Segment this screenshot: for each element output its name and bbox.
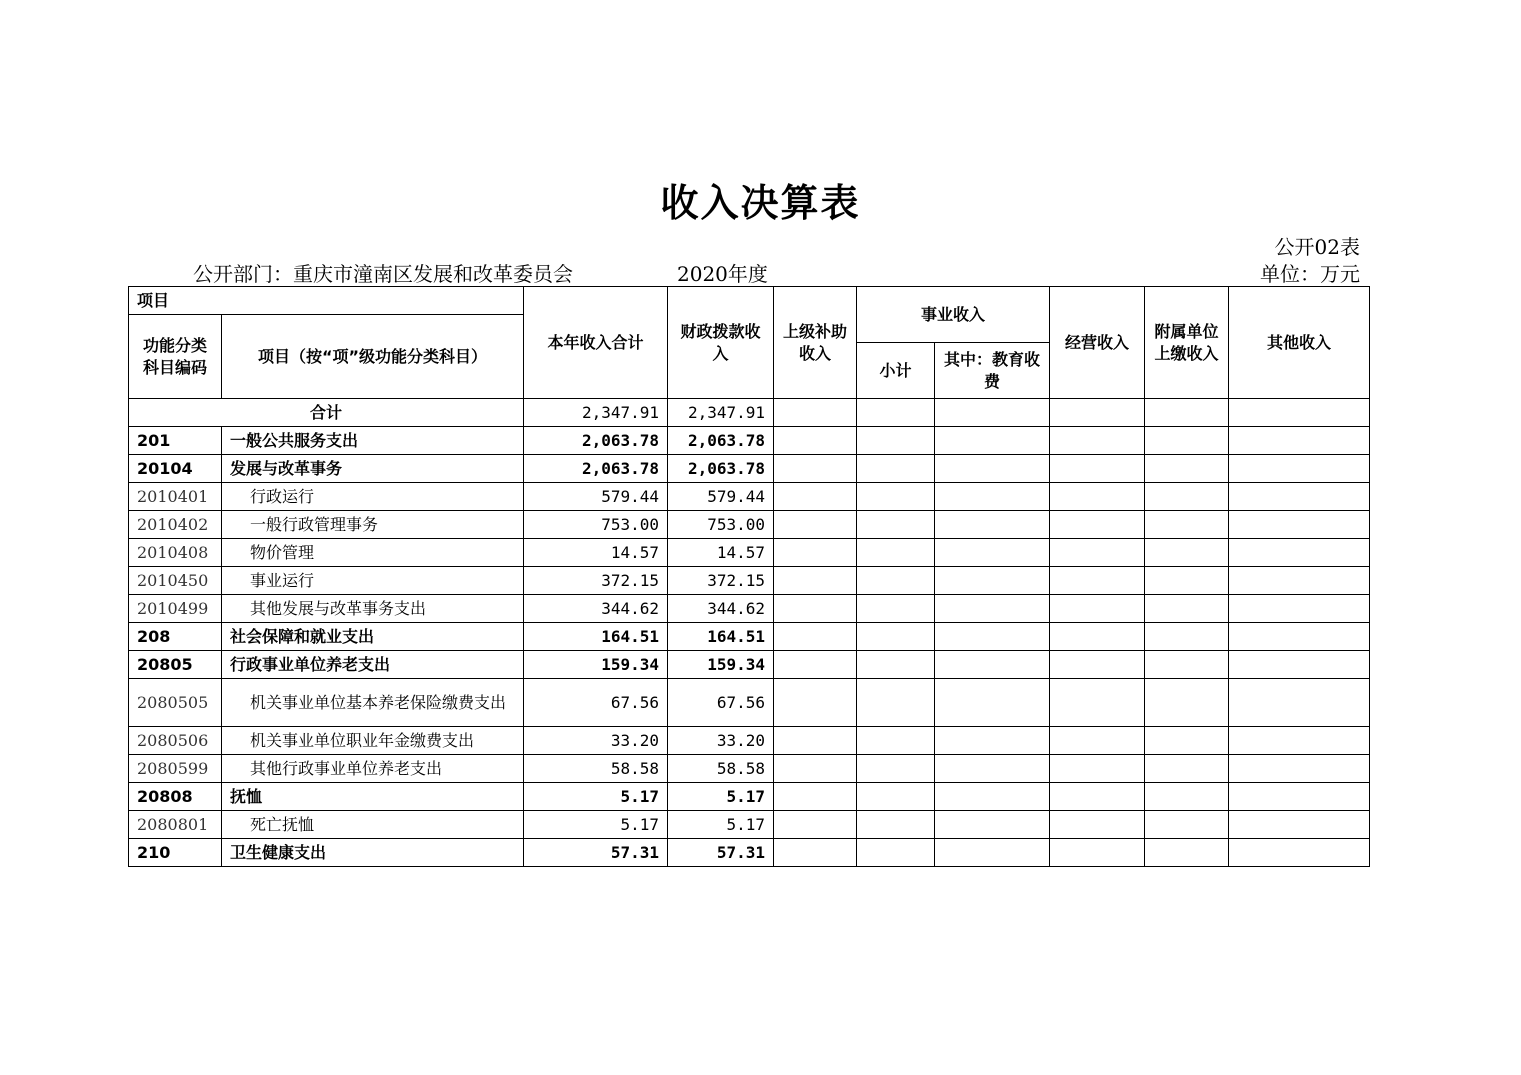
row-fiscal: 164.51 xyxy=(668,623,774,651)
table-row xyxy=(129,539,1370,567)
summary-fiscal: 2,347.91 xyxy=(668,399,774,427)
row-name: 死亡抚恤 xyxy=(222,811,524,839)
table-row xyxy=(129,623,1370,651)
row-fiscal: 33.20 xyxy=(668,727,774,755)
row-name: 一般公共服务支出 xyxy=(222,427,524,455)
row-code: 2010499 xyxy=(129,595,222,623)
row-code: 2080505 xyxy=(129,679,222,727)
row-total: 58.58 xyxy=(524,755,668,783)
header-career-subtotal: 小计 xyxy=(857,343,935,399)
row-name: 社会保障和就业支出 xyxy=(222,623,524,651)
row-name: 机关事业单位基本养老保险缴费支出 xyxy=(222,679,524,727)
row-name: 其他发展与改革事务支出 xyxy=(222,595,524,623)
row-fiscal: 159.34 xyxy=(668,651,774,679)
fiscal-year: 2020年度 xyxy=(677,262,768,286)
row-name: 物价管理 xyxy=(222,539,524,567)
table-row xyxy=(129,427,1370,455)
header-name: 项目（按“项”级功能分类科目） xyxy=(222,315,524,399)
row-code: 2010408 xyxy=(129,539,222,567)
row-name: 发展与改革事务 xyxy=(222,455,524,483)
row-fiscal: 67.56 xyxy=(668,679,774,727)
row-total: 159.34 xyxy=(524,651,668,679)
form-number: 公开02表 xyxy=(1274,235,1360,259)
row-code: 20805 xyxy=(129,651,222,679)
row-fiscal: 14.57 xyxy=(668,539,774,567)
row-total: 33.20 xyxy=(524,727,668,755)
row-fiscal: 579.44 xyxy=(668,483,774,511)
unit-label: 单位：万元 xyxy=(1260,262,1360,286)
table-row xyxy=(129,839,1370,867)
row-fiscal: 5.17 xyxy=(668,811,774,839)
summary-total: 2,347.91 xyxy=(524,399,668,427)
row-total: 67.56 xyxy=(524,679,668,727)
row-fiscal: 58.58 xyxy=(668,755,774,783)
header-fiscal: 财政拨款收入 xyxy=(668,287,774,399)
header-superior: 上级补助收入 xyxy=(774,287,857,399)
header-code: 功能分类科目编码 xyxy=(129,315,222,399)
row-name: 行政运行 xyxy=(222,483,524,511)
row-code: 20104 xyxy=(129,455,222,483)
row-name: 行政事业单位养老支出 xyxy=(222,651,524,679)
row-total: 5.17 xyxy=(524,811,668,839)
table-row xyxy=(129,455,1370,483)
table-row xyxy=(129,511,1370,539)
summary-row xyxy=(129,399,1370,427)
row-code: 2080599 xyxy=(129,755,222,783)
row-code: 2010402 xyxy=(129,511,222,539)
income-table xyxy=(128,286,1370,867)
header-item: 项目 xyxy=(129,287,524,315)
row-code: 20808 xyxy=(129,783,222,811)
table-row xyxy=(129,811,1370,839)
table-row xyxy=(129,567,1370,595)
row-total: 579.44 xyxy=(524,483,668,511)
header-other: 其他收入 xyxy=(1229,287,1370,399)
department-label: 公开部门：重庆市潼南区发展和改革委员会 xyxy=(193,262,573,286)
table-row xyxy=(129,651,1370,679)
row-total: 753.00 xyxy=(524,511,668,539)
row-code: 201 xyxy=(129,427,222,455)
row-total: 2,063.78 xyxy=(524,455,668,483)
row-fiscal: 5.17 xyxy=(668,783,774,811)
row-code: 2010450 xyxy=(129,567,222,595)
row-fiscal: 344.62 xyxy=(668,595,774,623)
row-code: 2010401 xyxy=(129,483,222,511)
row-name: 一般行政管理事务 xyxy=(222,511,524,539)
table-row xyxy=(129,595,1370,623)
document-title: 收入决算表 xyxy=(660,181,861,225)
row-total: 372.15 xyxy=(524,567,668,595)
table-row xyxy=(129,679,1370,727)
row-code: 2080801 xyxy=(129,811,222,839)
summary-label: 合计 xyxy=(129,399,524,427)
row-total: 164.51 xyxy=(524,623,668,651)
header-career-edu: 其中：教育收费 xyxy=(935,343,1050,399)
row-code: 208 xyxy=(129,623,222,651)
header-row-1 xyxy=(129,287,1370,315)
header-affiliated: 附属单位上缴收入 xyxy=(1145,287,1229,399)
header-career: 事业收入 xyxy=(857,287,1050,343)
row-fiscal: 2,063.78 xyxy=(668,455,774,483)
row-name: 抚恤 xyxy=(222,783,524,811)
table-row xyxy=(129,727,1370,755)
row-fiscal: 2,063.78 xyxy=(668,427,774,455)
row-name: 卫生健康支出 xyxy=(222,839,524,867)
row-name: 机关事业单位职业年金缴费支出 xyxy=(222,727,524,755)
header-business: 经营收入 xyxy=(1050,287,1145,399)
row-total: 14.57 xyxy=(524,539,668,567)
header-total: 本年收入合计 xyxy=(524,287,668,399)
row-name: 其他行政事业单位养老支出 xyxy=(222,755,524,783)
table-row xyxy=(129,483,1370,511)
table-row xyxy=(129,755,1370,783)
table-row xyxy=(129,783,1370,811)
row-name: 事业运行 xyxy=(222,567,524,595)
row-fiscal: 753.00 xyxy=(668,511,774,539)
row-total: 5.17 xyxy=(524,783,668,811)
row-total: 344.62 xyxy=(524,595,668,623)
row-fiscal: 57.31 xyxy=(668,839,774,867)
row-code: 210 xyxy=(129,839,222,867)
row-total: 57.31 xyxy=(524,839,668,867)
row-code: 2080506 xyxy=(129,727,222,755)
row-total: 2,063.78 xyxy=(524,427,668,455)
row-fiscal: 372.15 xyxy=(668,567,774,595)
